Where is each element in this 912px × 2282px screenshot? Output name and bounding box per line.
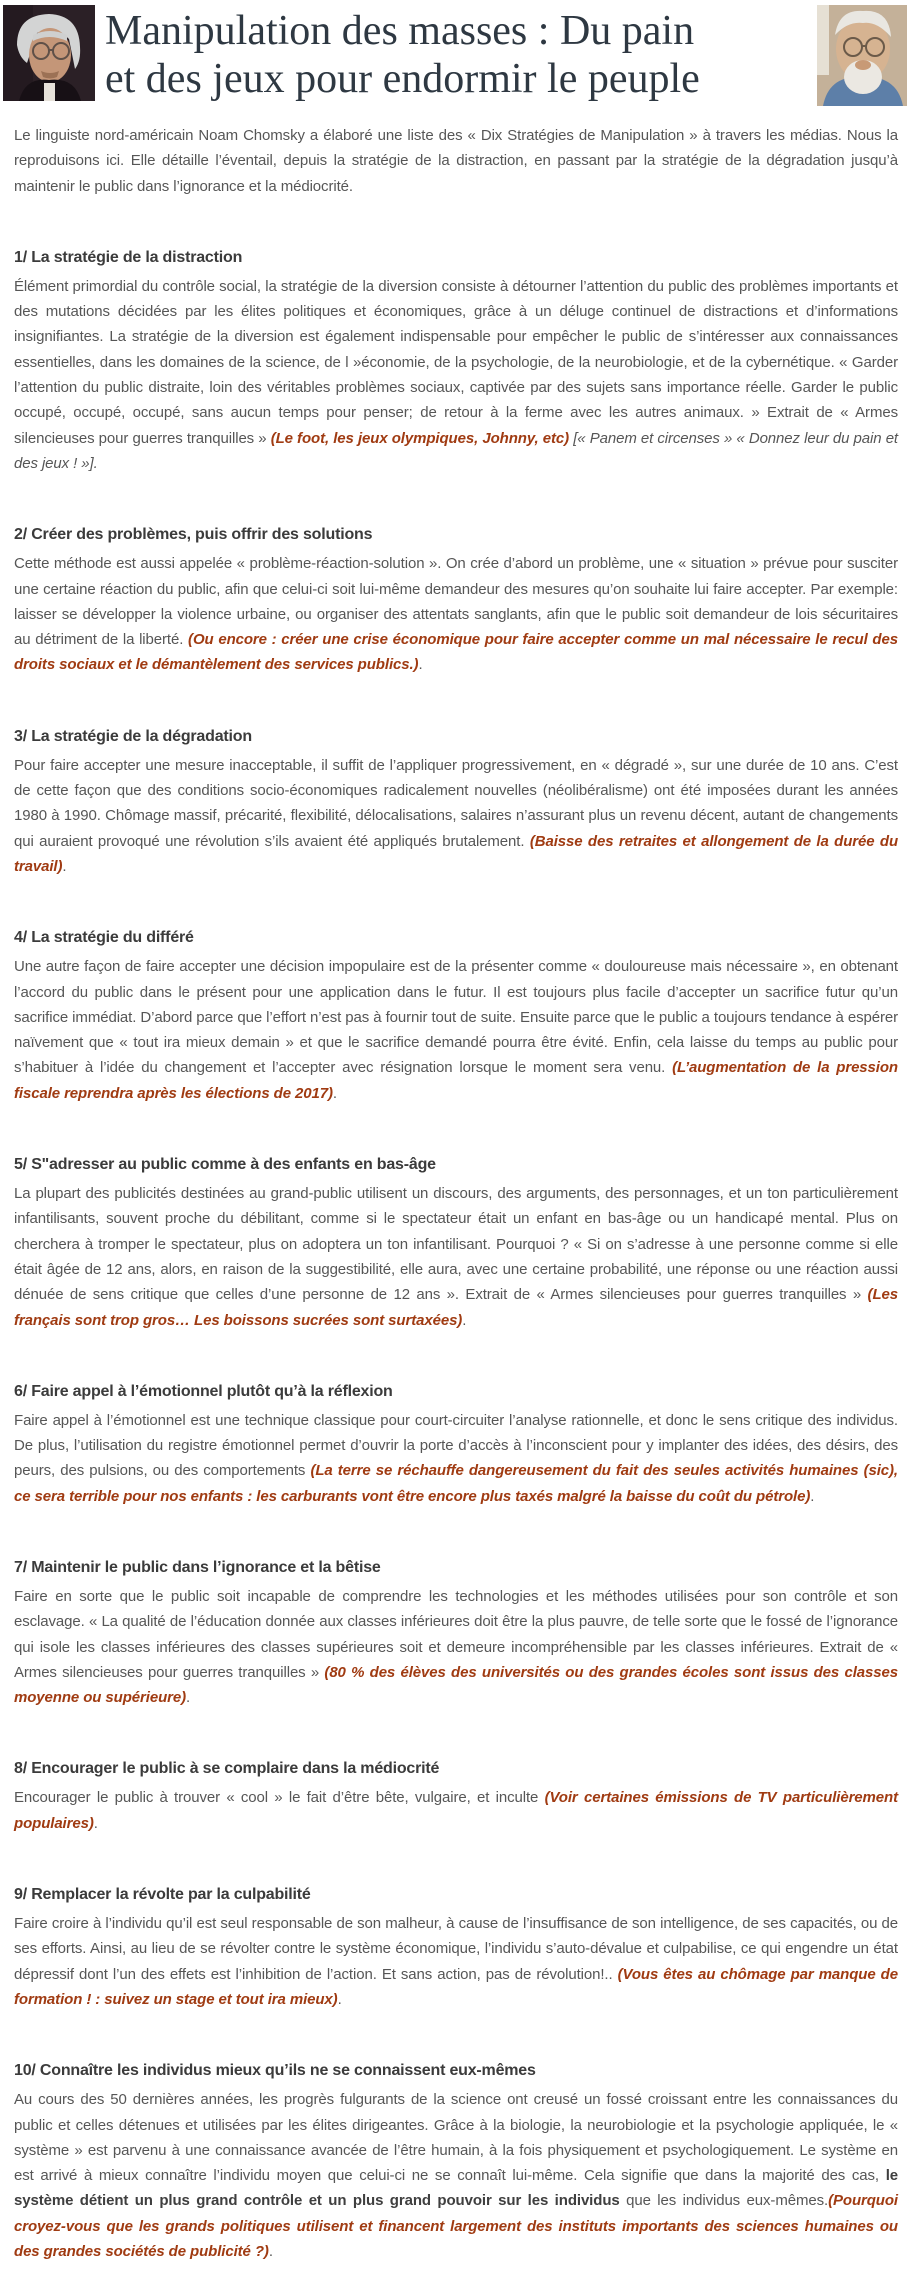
text-run-normal: Faire en sorte que le public soit incapable de comprendre les technologies et les méthodes utilisées pour son contrôle et son esclavage. « La qualité de l’éducation donnée aux classes inférieures doit être la plus pauvre, de telle sorte que le fossé de l’ignorance qui isole les classes inférieures des classes supérieures soit et demeure incompréhensible par les classes inférieures. Extrait de « Armes silencieuses pour guerres tranquilles » [14, 1587, 898, 1681]
text-run-red: (Ou encore : créer une crise économique pour faire accepter comme un mal nécessaire le recul des droits sociaux et le démantèlement des services publics.) [14, 631, 898, 674]
text-run-normal: . [93, 1814, 98, 1832]
strategy-section [14, 524, 898, 677]
strategy-section [14, 1154, 898, 1333]
text-run-normal: Élément primordial du contrôle social, la stratégie de la diversion consiste à détourner l’attention du public des problèmes importants et des mutations décidées par les élites politiques et économiques, grâce à un déluge continuel de distractions et d’informations insignifiantes. La stratégie de la diversion est également indispensable pour empêcher le public de s’intéresser aux connaissances essentielles, dans les domaines de la science, de l »économie, de la psychologie, de la neurobiologie, et de la cybernétique. « Garder l’attention du public distraite, loin des véritables problèmes sociaux, captivée par des sujets sans importance réelle. Garder le public occupé, occupé, occupé, sans aucun temps pour penser; de retour à la ferme avec les autres animaux. » Extrait de « Armes silencieuses pour guerres tranquilles » [14, 277, 898, 447]
text-run-normal: La plupart des publicités destinées au grand-public utilisent un discours, des arguments, des personnages, et un ton particulièrement infantilisants, souvent proche du débilitant, comme si le spectateur était un enfant en bas-âge ou un handicapé mental. Plus on cherchera à tromper le spectateur, plus on adoptera un ton infantilisant. Pourquoi ? « Si on s’adresse à une personne comme si elle était âgée de 12 ans, alors, en raison de la suggestibilité, elle aura, avec une certaine probabilité, une réponse ou une réaction aussi dénuée de sens critique que celles d’une personne de 12 ans ». Extrait de « Armes silencieuses pour guerres tranquilles » [14, 1185, 898, 1304]
intro-paragraph: Le linguiste nord-américain Noam Chomsky a élaboré une liste des « Dix Stratégies de Manipulation » à travers les médias. Nous la reproduisons ici. Elle détaille l’éventail, depuis la stratégie de la distraction, en passant par la stratégie de la dégradation jusqu’à maintenir le public dans l’ignorance et la médiocrité. [14, 127, 898, 195]
section-heading: 6/ Faire appel à l’émotionnel plutôt qu’à la réflexion [14, 1382, 393, 1400]
text-run-red: (Vous êtes au chômage par manque de formation ! : suivez un stage et tout ira mieux) [14, 1965, 898, 2008]
text-run-red: (Les français sont trop gros… Les boissons sucrées sont surtaxées) [14, 1286, 898, 1329]
chomsky-portrait-left-art [3, 5, 95, 101]
section-heading: 3/ La stratégie de la dégradation [14, 727, 252, 745]
text-run-normal: Cette méthode est aussi appelée « problème-réaction-solution ». On crée d’abord un problème, une « situation » prévue pour susciter une certaine réaction du public, afin que celui-ci soit lui-même demandeur des mesures qu’on souhaite lui faire accepter. Par exemple: laisser se développer la violence urbaine, ou organiser des attentats sanglants, afin que le public soit demandeur de lois sécuritaires au détriment de la liberté. [14, 555, 898, 649]
section-heading: 10/ Connaître les individus mieux qu’ils ne se connaissent eux-mêmes [14, 2062, 536, 2080]
chomsky-portrait-right-image [817, 5, 907, 106]
strategy-section [14, 247, 898, 476]
strategy-section [14, 1381, 898, 1509]
section-body [14, 1408, 898, 1509]
text-run-normal: . [332, 1084, 337, 1102]
section-heading: 1/ La stratégie de la distraction [14, 248, 243, 266]
section-heading: 7/ Maintenir le public dans l’ignorance et la bêtise [14, 1558, 381, 1576]
strategy-section [14, 726, 898, 879]
page-title-line-1: Manipulation des masses : Du pain [105, 8, 695, 54]
text-run-red: (La terre se réchauffe dangereusement du fait des seules activités humaines (sic), ce sera terrible pour nos enfants : les carburants vont être encore plus taxés malgré la baisse du coût du pétrole) [14, 1462, 898, 1505]
text-run-normal: Faire croire à l’individu qu’il est seul responsable de son malheur, à cause de l’insuffisance de son intelligence, de ses capacités, ou de ses efforts. Ainsi, au lieu de se révolter contre le système économique, l’individu s’auto-dévalue et culpabilise, ce qui engendre un état dépressif dont l’un des effets est l’inhibition de l’action. Et sans action, pas de révolution!.. [14, 1915, 898, 1983]
section-body [14, 274, 898, 476]
text-run-normal: Encourager le public à trouver « cool » le fait d’être bête, vulgaire, et inculte [14, 1789, 545, 1807]
section-heading: 4/ La stratégie du différé [14, 929, 194, 947]
text-run-normal: . [810, 1487, 815, 1505]
text-run-red: (80 % des élèves des universités ou des grandes écoles sont issus des classes moyenne ou supérieure) [14, 1663, 898, 1707]
chomsky-portrait-left-image [3, 5, 95, 101]
text-run-normal: . [418, 656, 423, 674]
text-run-red: (Pourquoi croyez-vous que les grands politiques utilisent et financent largement des instituts importants des sciences humaines ou des grandes sociétés de publicité ?) [14, 2192, 898, 2261]
strategy-section [14, 1884, 898, 2012]
section-body [14, 1584, 898, 1710]
section-body [14, 1181, 898, 1333]
sections-container [14, 247, 898, 2264]
strategy-section [14, 1557, 898, 1710]
section-body [14, 2087, 898, 2264]
page-title [105, 5, 807, 103]
article-header [0, 0, 912, 106]
strategy-section [14, 2060, 898, 2264]
text-run-bold: le système détient un plus grand contrôle et un plus grand pouvoir sur les individus [14, 2167, 898, 2210]
text-run-normal: . [337, 1990, 342, 2008]
text-run-normal: . [268, 2243, 273, 2261]
section-heading: 5/ S"adresser au public comme à des enfants en bas-âge [14, 1156, 436, 1174]
text-run-normal: . [186, 1689, 191, 1707]
section-heading: 9/ Remplacer la révolte par la culpabilité [14, 1886, 311, 1904]
section-heading: 2/ Créer des problèmes, puis offrir des solutions [14, 526, 373, 544]
text-run-red: (Voir certaines émissions de TV particulièrement populaires) [14, 1789, 898, 1832]
text-run-red: (L’augmentation de la pression fiscale reprendra après les élections de 2017) [14, 1059, 898, 1102]
section-body [14, 753, 898, 879]
text-run-italic: [« Panem et circenses » « Donnez leur du pain et des jeux ! »]. [14, 429, 898, 472]
section-body [14, 1785, 898, 1836]
text-run-normal: Une autre façon de faire accepter une décision impopulaire est de la présenter comme « douloureuse mais nécessaire », en obtenant l’accord du public dans le présent pour une application dans le futur. Il est toujours plus facile d’accepter un sacrifice futur qu’un sacrifice immédiat. D’abord parce que l’effort n’est pas à fournir tout de suite. Ensuite parce que le public a toujours tendance à espérer naïvement que « tout ira mieux demain » et que le sacrifice demandé pourra être évité. Enfin, cela laisse du temps au public pour s’habituer à l’idée du changement et l’accepter avec résignation lorsque le moment sera venu. [14, 958, 898, 1077]
text-run-normal: Au cours des 50 dernières années, les progrès fulgurants de la science ont creusé un fossé croissant entre les connaissances du public et celles détenues et utilisées par les élites dirigeantes. Grâce à la biologie, la neurobiologie et la psychologie appliquée, le « système » est parvenu à une connaissance avancée de l’être humain, à la fois physiquement et psychologiquement. Le système en est arrivé à mieux connaître l’individu moyen que celui-ci ne se connaît lui-même. Cela signifie que dans la majorité des cas, [14, 2091, 898, 2185]
section-body [14, 1911, 898, 2012]
page-title-line-2: et des jeux pour endormir le peuple [105, 56, 700, 102]
text-run-normal: Faire appel à l’émotionnel est une technique classique pour court-circuiter l’analyse rationnelle, et donc le sens critique des individus. De plus, l’utilisation du registre émotionnel permet d’ouvrir la porte d’accès à l’inconscient pour y implanter des idées, des désirs, des peurs, des pulsions, ou des comportements [14, 1411, 898, 1480]
section-body [14, 551, 898, 677]
text-run-normal: que les individus eux-mêmes. [619, 2192, 829, 2210]
text-run-normal: Pour faire accepter une mesure inacceptable, il suffit de l’appliquer progressivement, en « dégradé », sur une durée de 10 ans. C’est de cette façon que des conditions socio-économiques radicalement nouvelles (néolibéralisme) ont été imposées durant les années 1980 à 1990. Chômage massif, précarité, flexibilité, délocalisations, salaires n’assurant plus un revenu décent, autant de changements qui auraient provoqué une révolution s’ils avaient été appliqués brutalement. [14, 756, 898, 850]
article-content [0, 123, 912, 2282]
text-run-red: (Le foot, les jeux olympiques, Johnny, etc) [270, 429, 570, 447]
strategy-section [14, 927, 898, 1106]
text-run-normal: . [62, 857, 67, 875]
chomsky-portrait-right-art [817, 5, 907, 106]
strategy-section [14, 1758, 898, 1836]
section-heading: 8/ Encourager le public à se complaire dans la médiocrité [14, 1760, 440, 1778]
text-run-red: (Baisse des retraites et allongement de la durée du travail) [14, 832, 899, 875]
text-run-normal: . [462, 1311, 467, 1329]
section-body [14, 954, 898, 1106]
